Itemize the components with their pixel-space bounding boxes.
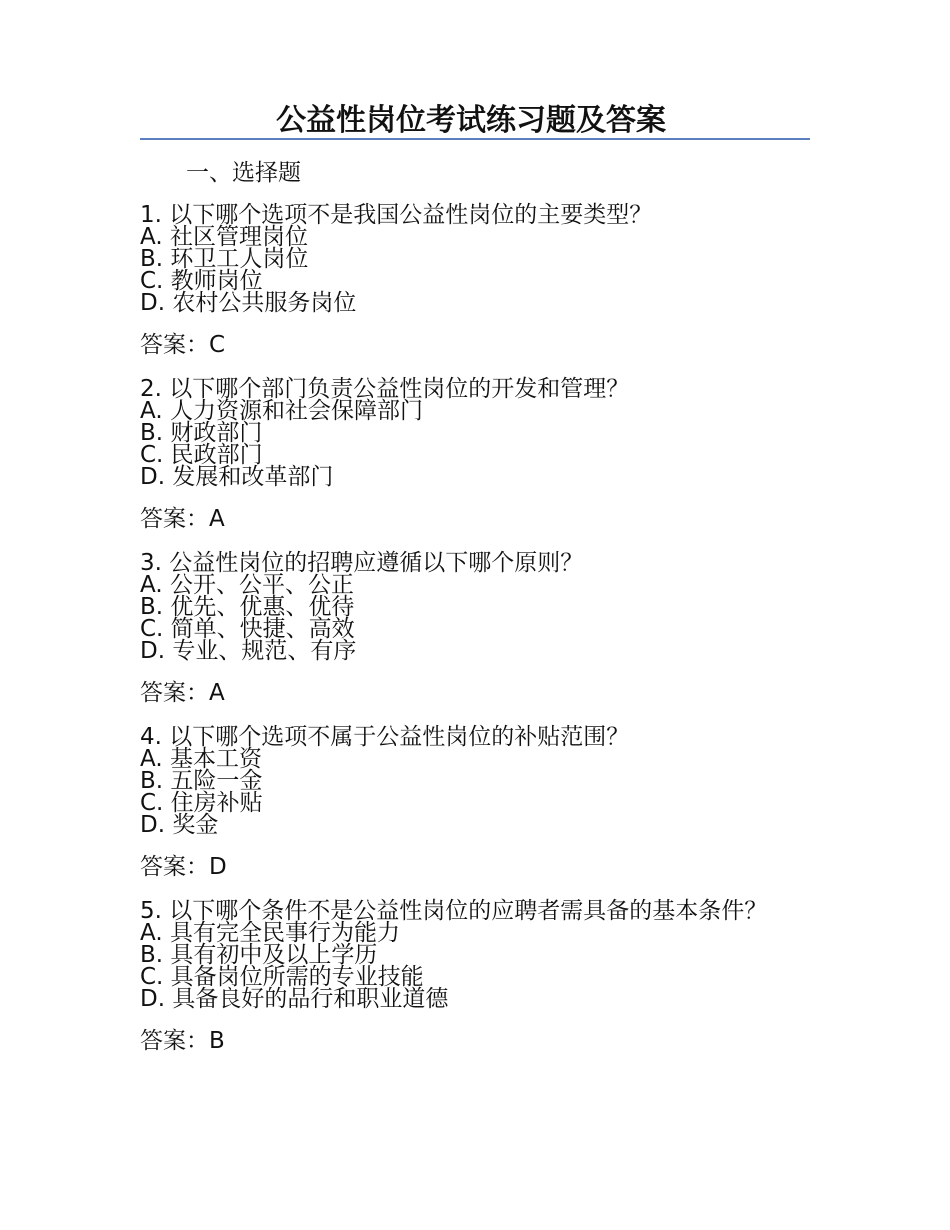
option-c: C. 简单、快捷、高效 xyxy=(140,616,355,642)
option-a: A. 公开、公平、公正 xyxy=(140,572,354,598)
option-b: B. 具有初中及以上学历 xyxy=(140,942,378,968)
spacer xyxy=(140,360,780,376)
spacer xyxy=(140,708,780,724)
question-text: 4. 以下哪个选项不属于公益性岗位的补贴范围？ xyxy=(140,724,630,750)
section-heading: 一、选择题 xyxy=(186,160,301,186)
spacer xyxy=(140,882,780,898)
answer-text: 答案：C xyxy=(140,332,226,358)
option-c: C. 教师岗位 xyxy=(140,268,263,294)
title-bar xyxy=(140,104,810,140)
option-c: C. 具备岗位所需的专业技能 xyxy=(140,964,424,990)
option-a: A. 人力资源和社会保障部门 xyxy=(140,398,423,424)
answer-text: 答案：A xyxy=(140,506,225,532)
option-b: B. 环卫工人岗位 xyxy=(140,246,309,272)
question-text: 1. 以下哪个选项不是我国公益性岗位的主要类型？ xyxy=(140,202,653,228)
answer-text: 答案：A xyxy=(140,680,225,706)
option-b: B. 财政部门 xyxy=(140,420,263,446)
question-text: 5. 以下哪个条件不是公益性岗位的应聘者需具备的基本条件？ xyxy=(140,898,768,924)
option-b: B. 五险一金 xyxy=(140,768,263,794)
question-item xyxy=(140,202,780,360)
question-text: 3. 公益性岗位的招聘应遵循以下哪个原则？ xyxy=(140,550,584,576)
option-d: D. 奖金 xyxy=(140,812,219,838)
option-d: D. 农村公共服务岗位 xyxy=(140,290,357,316)
spacer xyxy=(140,534,780,550)
question-list xyxy=(140,202,780,1056)
option-a: A. 社区管理岗位 xyxy=(140,224,308,250)
option-d: D. 具备良好的品行和职业道德 xyxy=(140,986,449,1012)
option-b: B. 优先、优惠、优待 xyxy=(140,594,355,620)
option-c: C. 民政部门 xyxy=(140,442,263,468)
page-title: 公益性岗位考试练习题及答案 xyxy=(276,103,666,138)
answer-text: 答案：D xyxy=(140,854,227,880)
option-c: C. 住房补贴 xyxy=(140,790,263,816)
question-item xyxy=(140,376,780,534)
option-d: D. 专业、规范、有序 xyxy=(140,638,357,664)
question-text: 2. 以下哪个部门负责公益性岗位的开发和管理？ xyxy=(140,376,630,402)
option-a: A. 具有完全民事行为能力 xyxy=(140,920,400,946)
question-item xyxy=(140,550,780,708)
question-item xyxy=(140,724,780,882)
question-item xyxy=(140,898,780,1056)
answer-text: 答案：B xyxy=(140,1028,225,1054)
option-d: D. 发展和改革部门 xyxy=(140,464,334,490)
option-a: A. 基本工资 xyxy=(140,746,262,772)
